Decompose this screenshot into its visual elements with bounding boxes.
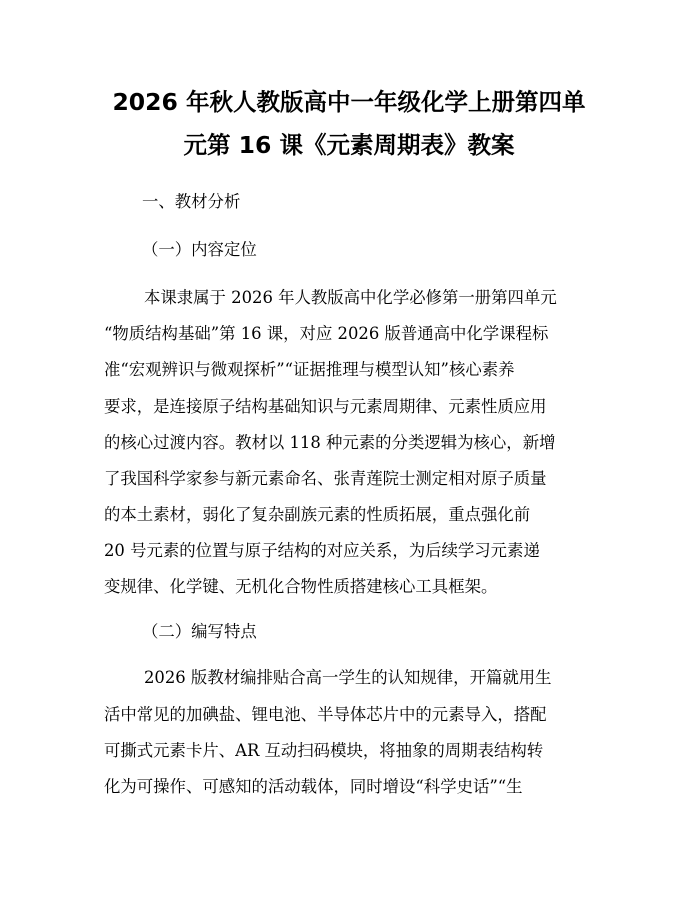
section-heading: 一、教材分析 [142,192,241,211]
paragraph-1-line-2: “物质结构基础”第 16 课，对应 2026 版普通高中化学课程标 [104,324,549,343]
paragraph-1-line-1: 本课隶属于 2026 年人教版高中化学必修第一册第四单元 [144,288,557,307]
paragraph-1-line-5: 的核心过渡内容。教材以 118 种元素的分类逻辑为核心，新增 [104,433,556,452]
paragraph-2-line-3: 可撕式元素卡片、AR 互动扫码模块，将抽象的周期表结构转 [104,741,544,760]
document-title-line-1: 2026 年秋人教版高中一年级化学上册第四单 [112,88,586,116]
paragraph-1-line-9: 变规律、化学键、无机化合物性质搭建核心工具框架。 [104,577,498,596]
subsection-1-heading: （一）内容定位 [142,240,257,259]
document-title-line-2: 元第 16 课《元素周期表》教案 [183,131,515,159]
paragraph-1-line-4: 要求，是连接原子结构基础知识与元素周期律、元素性质应用 [104,397,547,416]
subsection-2-heading: （二）编写特点 [142,622,257,641]
paragraph-1-line-6: 了我国科学家参与新元素命名、张青莲院士测定相对原子质量 [104,469,547,488]
paragraph-2-line-2: 活中常见的加碘盐、锂电池、半导体芯片中的元素导入，搭配 [104,705,547,724]
paragraph-1-line-8: 20 号元素的位置与原子结构的对应关系，为后续学习元素递 [104,541,540,560]
paragraph-2-line-1: 2026 版教材编排贴合高一学生的认知规律，开篇就用生 [144,668,552,687]
paragraph-1-line-3: 准“宏观辨识与微观探析”“证据推理与模型认知”核心素养 [104,360,515,379]
paragraph-2-line-4: 化为可操作、可感知的活动载体，同时增设“科学史话”“生 [104,777,523,796]
paragraph-1-line-7: 的本土素材，弱化了复杂副族元素的性质拓展，重点强化前 [104,505,531,524]
